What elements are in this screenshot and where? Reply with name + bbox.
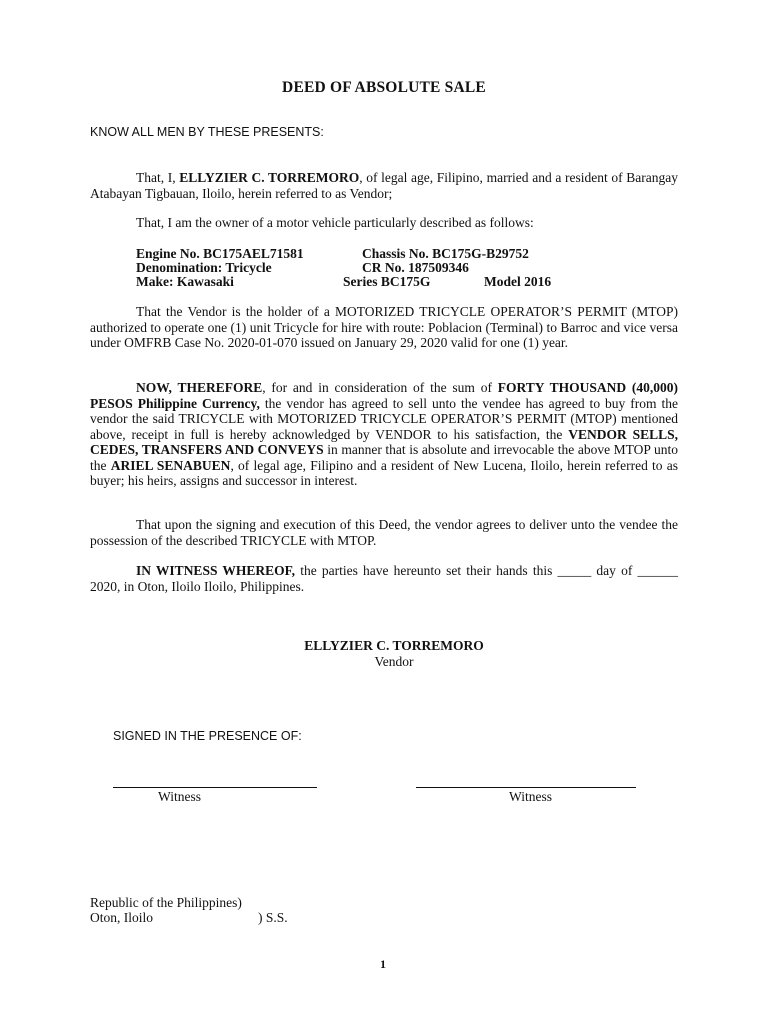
make: Make: Kawasaki bbox=[136, 274, 234, 289]
paragraph-ownership: That, I am the owner of a motor vehicle particularly described as follows: bbox=[136, 215, 534, 230]
engine-number: Engine No. BC175AEL71581 bbox=[136, 246, 304, 261]
paragraph-vendor-intro bbox=[90, 170, 678, 201]
now-therefore: NOW, THEREFORE bbox=[136, 380, 263, 395]
in-witness-whereof: IN WITNESS WHEREOF, bbox=[136, 563, 296, 578]
page-number: 1 bbox=[380, 957, 386, 971]
paragraph-mtop: That the Vendor is the holder of a MOTORIZED TRICYCLE OPERATOR’S PERMIT (MTOP) authorized to operate one (1) unit Tricycle for hire with route: Poblacion (Terminal) to Barroc and vice versa under OMFRB Case No. 2020-01-070 issued on January 29, 2020 valid for one (1) year. bbox=[90, 304, 678, 350]
venue-line-1: Republic of the Philippines) bbox=[90, 895, 242, 910]
witness-signature-line-right bbox=[416, 787, 636, 788]
signatory-name: ELLYZIER C. TORREMORO bbox=[304, 638, 484, 653]
signed-in-presence: SIGNED IN THE PRESENCE OF: bbox=[113, 729, 302, 743]
paragraph-witness-whereof bbox=[90, 563, 678, 594]
witness-label-left: Witness bbox=[158, 789, 201, 804]
series: Series BC175G bbox=[343, 274, 431, 289]
paragraph-consideration bbox=[90, 380, 678, 489]
venue-line-2-ss: ) S.S. bbox=[258, 910, 288, 925]
witness-label-right: Witness bbox=[509, 789, 552, 804]
vendor-name: ELLYZIER C. TORREMORO bbox=[179, 170, 360, 185]
p1-post: , of legal age, Filipino, married and a resident of Barangay Atabayan Tigbauan, Iloilo, herein referred to as Vendor; bbox=[90, 170, 678, 201]
denomination: Denomination: Tricycle bbox=[136, 260, 272, 275]
chassis-number: Chassis No. BC175G-B29752 bbox=[362, 246, 529, 261]
greeting: KNOW ALL MEN BY THESE PRESENTS: bbox=[90, 125, 324, 139]
p4-text-1: , for and in consideration of the sum of bbox=[262, 380, 498, 395]
witness-signature-line-left bbox=[113, 787, 317, 788]
buyer-name: ARIEL SENABUEN bbox=[110, 457, 231, 473]
consideration-amount: FORTY THOUSAND (40,000) PESOS Philippine Currency, bbox=[90, 380, 679, 411]
p6-text: the parties have hereunto set their hands this _____ day of ______ 2020, in Oton, Iloilo Iloilo, Philippines. bbox=[90, 563, 678, 594]
signatory-role: Vendor bbox=[374, 654, 414, 669]
document-title: DEED OF ABSOLUTE SALE bbox=[282, 79, 486, 96]
p1-pre: That, I, bbox=[136, 170, 180, 185]
paragraph-delivery: That upon the signing and execution of this Deed, the vendor agrees to deliver unto the vendee the possession of the described TRICYCLE with MTOP. bbox=[90, 517, 678, 548]
cr-number: CR No. 187509346 bbox=[362, 260, 469, 275]
p4-text-4: , of legal age, Filipino and a resident of New Lucena, Iloilo, herein referred to as buyer; his heirs, assigns and successor in interest. bbox=[90, 457, 678, 488]
p4-text-2: the vendor has agreed to sell unto the vendee has agreed to buy from the vendor the said TRICYCLE with MOTORIZED TRICYCLE OPERATOR’S PERMIT (MTOP) mentioned above, receipt in full is hereby acknowledged by VENDOR to his satisfaction, the bbox=[90, 395, 678, 442]
model-year: Model 2016 bbox=[484, 274, 552, 289]
p4-text-3: in manner that is absolute and irrevocable the above MTOP unto the bbox=[90, 442, 678, 473]
conveyance-clause: VENDOR SELLS, CEDES, TRANSFERS AND CONVEYS bbox=[90, 426, 678, 457]
venue-line-2-place: Oton, Iloilo bbox=[90, 910, 153, 925]
